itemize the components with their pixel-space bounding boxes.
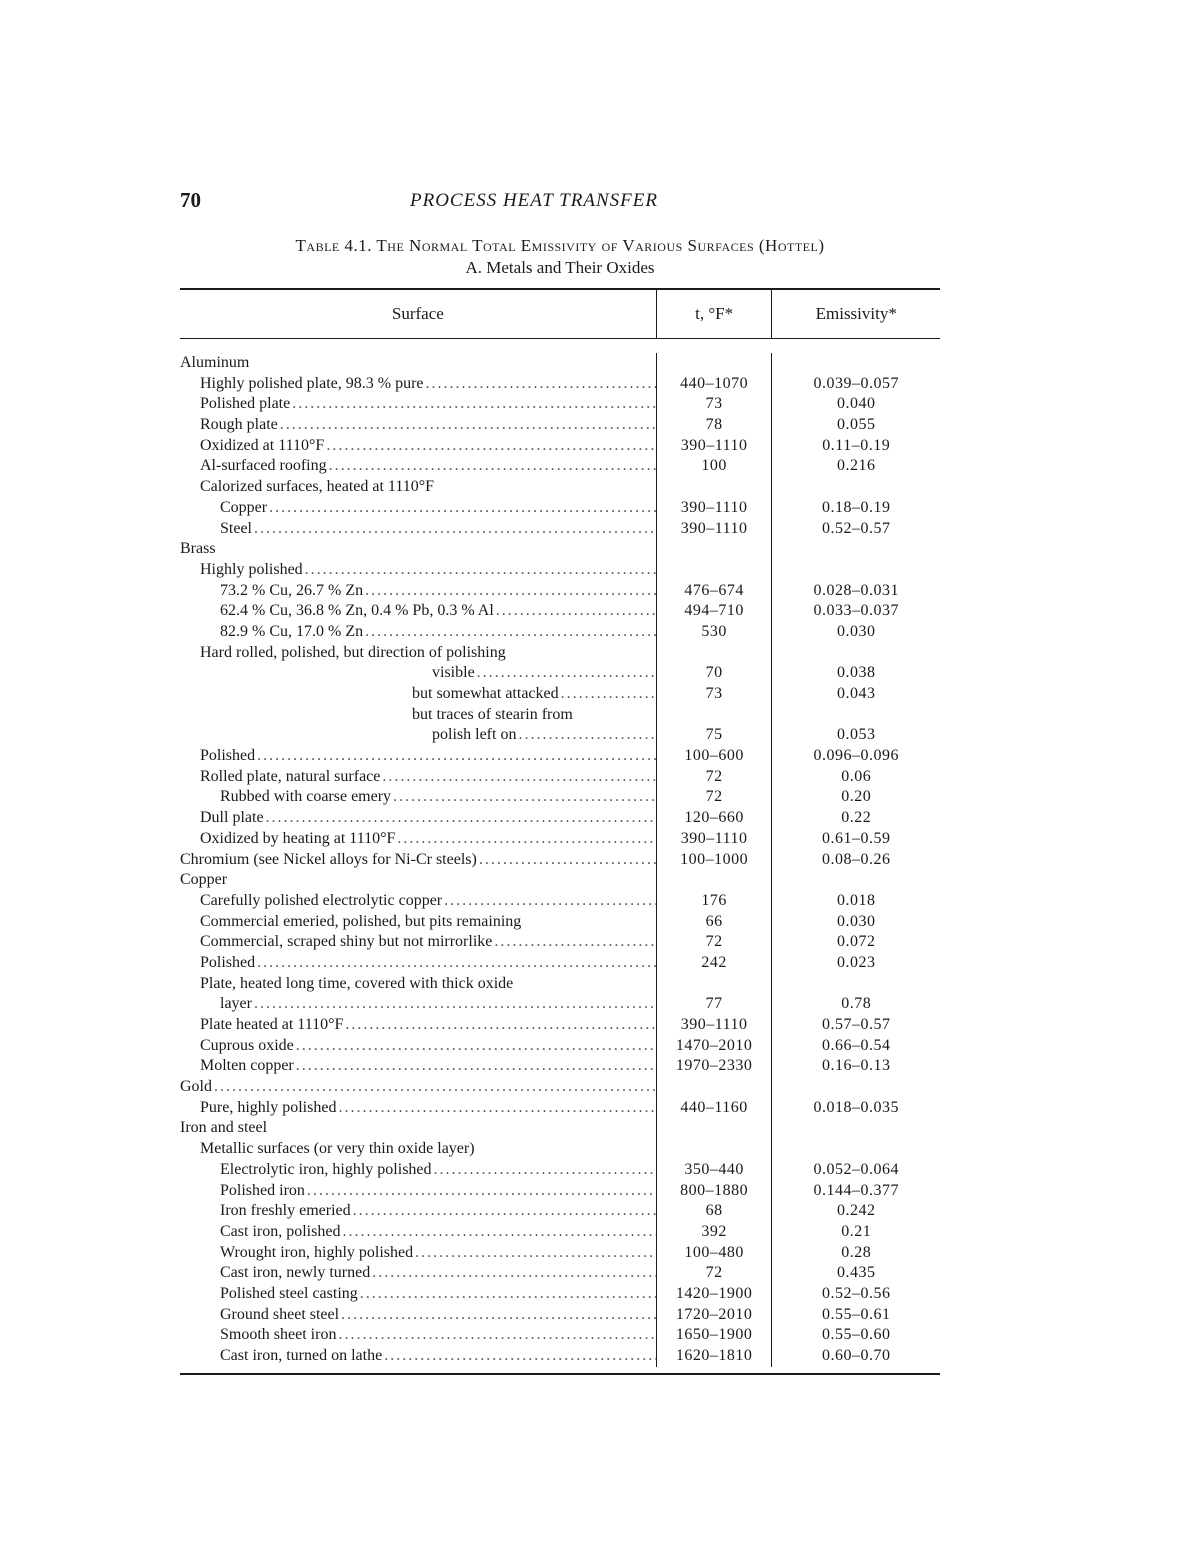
temperature-cell: 440–1070 (656, 374, 772, 395)
temperature-cell: 476–674 (656, 581, 772, 602)
table-row (180, 746, 940, 767)
surface-label: Pure, highly polished (200, 1098, 337, 1116)
temperature-cell: 350–440 (656, 1160, 772, 1181)
table-row (180, 1181, 940, 1202)
temperature-cell: 72 (656, 1263, 772, 1284)
temperature-cell: 390–1110 (656, 498, 772, 519)
surface-label: Steel (220, 519, 252, 537)
table-subtitle: A. Metals and Their Oxides (465, 258, 655, 277)
dot-leader (341, 1305, 656, 1326)
surface-cell (180, 436, 656, 457)
emissivity-cell: 0.52–0.57 (771, 519, 940, 540)
surface-label: Commercial emeried, polished, but pits remaining (200, 912, 522, 930)
emissivity-cell (771, 539, 940, 560)
surface-label: Polished plate (200, 395, 291, 413)
surface-label: Dull plate (200, 809, 264, 827)
emissivity-cell: 0.18–0.19 (771, 498, 940, 519)
temperature-cell: 390–1110 (656, 1015, 772, 1036)
table-row (180, 353, 940, 374)
emissivity-cell: 0.16–0.13 (771, 1056, 940, 1077)
table-title: Table 4.1. The Normal Total Emissivity of Various Surfaces (Hottel) (295, 236, 825, 255)
emissivity-cell (771, 353, 940, 374)
emissivity-cell: 0.22 (771, 808, 940, 829)
surface-label: Iron and steel (180, 1119, 268, 1137)
emissivity-cell: 0.023 (771, 953, 940, 974)
surface-label: Rough plate (200, 416, 278, 434)
emissivity-cell: 0.039–0.057 (771, 374, 940, 395)
dot-leader (345, 1015, 655, 1036)
surface-label: Cast iron, turned on lathe (220, 1347, 383, 1364)
table-row (180, 953, 940, 974)
emissivity-cell: 0.052–0.064 (771, 1160, 940, 1181)
surface-label: Polished (200, 953, 256, 971)
surface-label: Copper (180, 871, 228, 889)
dot-leader (496, 601, 656, 622)
table-row (180, 622, 940, 643)
table-row (180, 581, 940, 602)
emissivity-cell: 0.040 (771, 394, 940, 415)
emissivity-cell: 0.055 (771, 415, 940, 436)
surface-cell (180, 560, 656, 581)
temperature-cell: 390–1110 (656, 519, 772, 540)
emissivity-cell (771, 1118, 940, 1139)
emissivity-cell: 0.144–0.377 (771, 1181, 940, 1202)
emissivity-cell (771, 1077, 940, 1098)
temperature-cell: 392 (656, 1222, 772, 1243)
table-row (180, 1139, 940, 1160)
surface-label: Metallic surfaces (or very thin oxide layer) (200, 1140, 475, 1158)
surface-label: Brass (180, 540, 216, 558)
temperature-cell (656, 643, 772, 664)
dot-leader (266, 808, 656, 829)
temperature-cell: 390–1110 (656, 436, 772, 457)
temperature-cell (656, 1118, 772, 1139)
table-row (180, 1346, 940, 1367)
emissivity-cell: 0.57–0.57 (771, 1015, 940, 1036)
temperature-cell: 1420–1900 (656, 1284, 772, 1305)
surface-cell (180, 581, 656, 602)
table-row (180, 1325, 940, 1346)
dot-leader (257, 746, 656, 767)
table-row (180, 767, 940, 788)
dot-leader (561, 684, 656, 705)
dot-leader (280, 415, 656, 436)
dot-leader (372, 1263, 656, 1284)
emissivity-cell (771, 974, 940, 995)
surface-label: Calorized surfaces, heated at 1110°F (200, 478, 435, 496)
dot-leader (292, 394, 656, 415)
emissivity-cell: 0.242 (771, 1201, 940, 1222)
surface-cell (180, 746, 656, 767)
surface-label: Oxidized at 1110°F (200, 436, 325, 454)
temperature-cell (656, 560, 772, 581)
surface-cell (180, 1346, 656, 1367)
surface-cell (180, 1160, 656, 1181)
surface-cell (180, 1305, 656, 1326)
dot-leader (444, 891, 656, 912)
surface-cell (180, 1098, 656, 1119)
table-row (180, 1201, 940, 1222)
surface-cell (180, 1243, 656, 1264)
table-row (180, 560, 940, 581)
dot-leader (326, 436, 655, 457)
surface-label: Cuprous oxide (200, 1036, 294, 1054)
table-row (180, 684, 940, 705)
emissivity-cell: 0.018–0.035 (771, 1098, 940, 1119)
dot-leader (254, 519, 656, 540)
temperature-cell (656, 539, 772, 560)
table-row (180, 436, 940, 457)
surface-cell (180, 1077, 656, 1098)
temperature-cell (656, 1077, 772, 1098)
table-row (180, 601, 940, 622)
surface-cell (180, 684, 656, 705)
dot-leader (338, 1325, 655, 1346)
temperature-cell: 1720–2010 (656, 1305, 772, 1326)
table-row (180, 787, 940, 808)
dot-leader (329, 456, 656, 477)
surface-cell (180, 932, 656, 953)
table-row (180, 643, 940, 664)
surface-cell (180, 519, 656, 540)
surface-cell (180, 394, 656, 415)
surface-label: Wrought iron, highly polished (220, 1243, 414, 1261)
surface-cell (180, 456, 656, 477)
table-row (180, 932, 940, 953)
surface-label: Polished steel casting (220, 1284, 358, 1302)
table-row (180, 705, 940, 726)
surface-cell (180, 912, 656, 933)
surface-cell (180, 374, 656, 395)
emissivity-cell: 0.096–0.096 (771, 746, 940, 767)
table-row (180, 1077, 940, 1098)
surface-label: Gold (180, 1078, 212, 1096)
surface-cell (180, 787, 656, 808)
surface-cell (180, 498, 656, 519)
surface-cell (180, 539, 656, 560)
table-row (180, 498, 940, 519)
surface-cell (180, 622, 656, 643)
table-row (180, 456, 940, 477)
temperature-cell: 77 (656, 994, 772, 1015)
dot-leader (393, 787, 656, 808)
surface-label: layer (220, 995, 252, 1013)
surface-cell (180, 643, 656, 664)
temperature-cell: 73 (656, 394, 772, 415)
surface-cell (180, 767, 656, 788)
table-row (180, 394, 940, 415)
table-row (180, 1056, 940, 1077)
surface-cell (180, 1056, 656, 1077)
temperature-cell: 72 (656, 767, 772, 788)
emissivity-cell: 0.030 (771, 622, 940, 643)
table-row (180, 1305, 940, 1326)
temperature-cell: 100–1000 (656, 850, 772, 871)
surface-label: 82.9 % Cu, 17.0 % Zn (220, 622, 364, 640)
emissivity-cell: 0.20 (771, 787, 940, 808)
table-row (180, 891, 940, 912)
surface-label: Smooth sheet iron (220, 1326, 337, 1344)
table-row (180, 1263, 940, 1284)
temperature-cell (656, 477, 772, 498)
table-row (180, 663, 940, 684)
emissivity-cell: 0.52–0.56 (771, 1284, 940, 1305)
temperature-cell: 68 (656, 1201, 772, 1222)
emissivity-cell: 0.043 (771, 684, 940, 705)
temperature-cell: 176 (656, 891, 772, 912)
table-row (180, 539, 940, 560)
surface-cell (180, 1015, 656, 1036)
temperature-cell: 440–1160 (656, 1098, 772, 1119)
surface-cell (180, 870, 656, 891)
emissivity-cell: 0.072 (771, 932, 940, 953)
surface-label: Al-surfaced roofing (200, 457, 327, 475)
surface-label: Aluminum (180, 354, 250, 371)
emissivity-cell: 0.08–0.26 (771, 850, 940, 871)
temperature-cell: 494–710 (656, 601, 772, 622)
temperature-cell: 800–1880 (656, 1181, 772, 1202)
surface-label: Commercial, scraped shiny but not mirrorlike (200, 933, 493, 951)
surface-cell (180, 1284, 656, 1305)
surface-cell (180, 1118, 656, 1139)
emissivity-cell: 0.06 (771, 767, 940, 788)
emissivity-cell: 0.28 (771, 1243, 940, 1264)
dot-leader (365, 622, 656, 643)
emissivity-cell (771, 560, 940, 581)
temperature-cell: 100 (656, 456, 772, 477)
table-bottom-rule (180, 1373, 940, 1375)
surface-cell (180, 1325, 656, 1346)
temperature-cell (656, 1139, 772, 1160)
surface-cell (180, 829, 656, 850)
table-caption (180, 236, 940, 278)
dot-leader (269, 498, 656, 519)
surface-cell (180, 953, 656, 974)
surface-label: Ground sheet steel (220, 1305, 340, 1323)
dot-leader (296, 1036, 656, 1057)
dot-leader (365, 581, 656, 602)
dot-leader (307, 1181, 656, 1202)
temperature-cell (656, 705, 772, 726)
emissivity-cell: 0.216 (771, 456, 940, 477)
surface-label: Polished (200, 747, 256, 765)
surface-label: polish left on (432, 726, 517, 744)
table-row (180, 725, 940, 746)
dot-leader (384, 1346, 656, 1367)
temperature-cell: 1970–2330 (656, 1056, 772, 1077)
surface-cell (180, 808, 656, 829)
temperature-cell: 1620–1810 (656, 1346, 772, 1367)
surface-cell (180, 1263, 656, 1284)
table-row (180, 829, 940, 850)
surface-label: Rubbed with coarse emery (220, 788, 392, 806)
header-temperature: t, °F* (656, 290, 772, 338)
table-row (180, 415, 940, 436)
table-row (180, 994, 940, 1015)
surface-label: but traces of stearin from (412, 705, 573, 723)
dot-leader (338, 1098, 655, 1119)
surface-label: Hard rolled, polished, but direction of polishing (200, 643, 506, 661)
table-row (180, 477, 940, 498)
temperature-cell: 73 (656, 684, 772, 705)
surface-label: Polished iron (220, 1181, 305, 1199)
emissivity-cell: 0.018 (771, 891, 940, 912)
surface-label: Oxidized by heating at 1110°F (200, 829, 396, 847)
temperature-cell: 1650–1900 (656, 1325, 772, 1346)
dot-leader (479, 850, 656, 871)
table-row (180, 1098, 940, 1119)
table-row (180, 850, 940, 871)
dot-leader (254, 994, 656, 1015)
surface-cell (180, 850, 656, 871)
emissivity-cell: 0.55–0.61 (771, 1305, 940, 1326)
surface-label: Chromium (see Nickel alloys for Ni-Cr steels) (180, 850, 477, 868)
surface-cell (180, 353, 656, 374)
table-row (180, 1160, 940, 1181)
dot-leader (214, 1077, 656, 1098)
table-row (180, 808, 940, 829)
emissivity-cell: 0.038 (771, 663, 940, 684)
surface-cell (180, 1139, 656, 1160)
surface-label: Highly polished plate, 98.3 % pure (200, 374, 424, 392)
surface-cell (180, 725, 656, 746)
emissivity-cell: 0.78 (771, 994, 940, 1015)
table-body (180, 339, 940, 1373)
temperature-cell: 75 (656, 725, 772, 746)
surface-label: Plate heated at 1110°F (200, 1016, 344, 1033)
dot-leader (494, 932, 655, 953)
dot-leader (360, 1284, 656, 1305)
surface-cell (180, 663, 656, 684)
dot-leader (296, 1056, 656, 1077)
table-row (180, 870, 940, 891)
surface-cell (180, 974, 656, 995)
temperature-cell: 100–600 (656, 746, 772, 767)
emissivity-cell (771, 643, 940, 664)
table-row (180, 1222, 940, 1243)
surface-cell (180, 1222, 656, 1243)
temperature-cell: 78 (656, 415, 772, 436)
table-row (180, 1015, 940, 1036)
header-emissivity: Emissivity* (771, 290, 940, 338)
surface-label: Electrolytic iron, highly polished (220, 1160, 432, 1178)
dot-leader (382, 767, 655, 788)
temperature-cell: 100–480 (656, 1243, 772, 1264)
table-row (180, 974, 940, 995)
emissivity-cell: 0.053 (771, 725, 940, 746)
dot-leader (426, 374, 656, 395)
emissivity-cell (771, 1139, 940, 1160)
emissivity-cell: 0.61–0.59 (771, 829, 940, 850)
surface-cell (180, 1181, 656, 1202)
temperature-cell: 120–660 (656, 808, 772, 829)
dot-leader (434, 1160, 656, 1181)
emissivity-cell: 0.033–0.037 (771, 601, 940, 622)
surface-label: visible (432, 664, 475, 682)
surface-cell (180, 1201, 656, 1222)
temperature-cell: 72 (656, 787, 772, 808)
emissivity-cell: 0.028–0.031 (771, 581, 940, 602)
dot-leader (257, 953, 656, 974)
temperature-cell: 530 (656, 622, 772, 643)
emissivity-cell: 0.030 (771, 912, 940, 933)
surface-cell (180, 994, 656, 1015)
surface-label: Copper (220, 498, 268, 516)
dot-leader (353, 1201, 656, 1222)
dot-leader (518, 725, 655, 746)
surface-label: Highly polished (200, 560, 303, 578)
surface-label: Cast iron, newly turned (220, 1264, 371, 1282)
temperature-cell: 242 (656, 953, 772, 974)
emissivity-cell: 0.435 (771, 1263, 940, 1284)
temperature-cell: 1470–2010 (656, 1036, 772, 1057)
surface-label: Plate, heated long time, covered with thick oxide (200, 974, 514, 992)
dot-leader (477, 663, 656, 684)
surface-cell (180, 477, 656, 498)
temperature-cell (656, 974, 772, 995)
surface-cell (180, 415, 656, 436)
temperature-cell (656, 353, 772, 374)
surface-cell (180, 601, 656, 622)
surface-cell (180, 1036, 656, 1057)
header-surface: Surface (391, 304, 444, 323)
temperature-cell: 390–1110 (656, 829, 772, 850)
dot-leader (397, 829, 655, 850)
surface-label: 62.4 % Cu, 36.8 % Zn, 0.4 % Pb, 0.3 % Al (220, 602, 494, 620)
surface-cell (180, 891, 656, 912)
emissivity-cell (771, 477, 940, 498)
emissivity-cell (771, 705, 940, 726)
table-row (180, 1036, 940, 1057)
table-header-row (180, 290, 940, 339)
page-number: 70 (180, 188, 201, 212)
running-head: PROCESS HEAT TRANSFER (410, 190, 658, 211)
surface-label: Cast iron, polished (220, 1222, 341, 1240)
dot-leader (415, 1243, 656, 1264)
table-row (180, 1284, 940, 1305)
surface-label: Carefully polished electrolytic copper (200, 891, 443, 909)
surface-label: but somewhat attacked (412, 685, 559, 702)
table-row (180, 519, 940, 540)
emissivity-table (180, 288, 940, 1375)
temperature-cell: 72 (656, 932, 772, 953)
emissivity-cell: 0.66–0.54 (771, 1036, 940, 1057)
emissivity-cell: 0.60–0.70 (771, 1346, 940, 1367)
emissivity-cell (771, 870, 940, 891)
temperature-cell (656, 870, 772, 891)
table-row (180, 1243, 940, 1264)
temperature-cell: 70 (656, 663, 772, 684)
dot-leader (305, 560, 656, 581)
emissivity-cell: 0.55–0.60 (771, 1325, 940, 1346)
table-row (180, 374, 940, 395)
surface-label: Molten copper (200, 1057, 294, 1075)
emissivity-cell: 0.21 (771, 1222, 940, 1243)
temperature-cell: 66 (656, 912, 772, 933)
emissivity-cell: 0.11–0.19 (771, 436, 940, 457)
table-row (180, 1118, 940, 1139)
surface-cell (180, 705, 656, 726)
surface-label: Rolled plate, natural surface (200, 767, 381, 785)
surface-label: 73.2 % Cu, 26.7 % Zn (220, 581, 364, 599)
dot-leader (342, 1222, 655, 1243)
table-row (180, 912, 940, 933)
surface-label: Iron freshly emeried (220, 1202, 351, 1220)
